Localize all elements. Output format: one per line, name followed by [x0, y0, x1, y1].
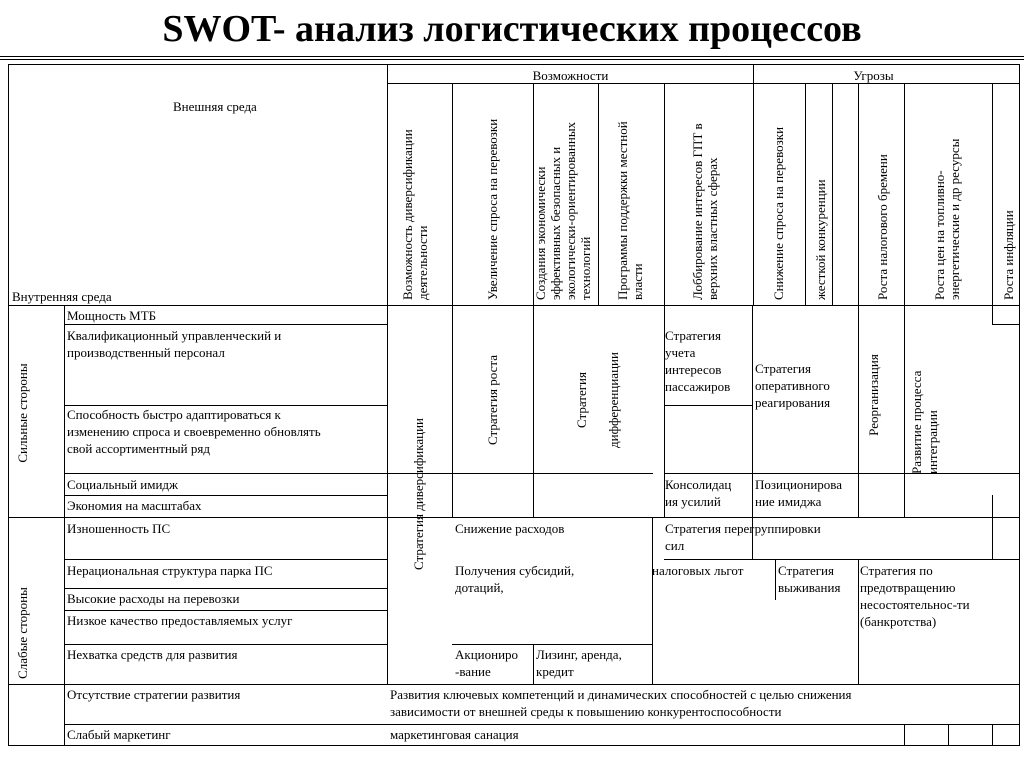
grid-line-v [904, 305, 905, 518]
grid-line-v [948, 724, 949, 746]
title-rule-top [0, 56, 1024, 57]
row-label-social-image: Социальный имидж [67, 477, 179, 492]
grid-line-v [904, 83, 905, 306]
strategy-operational: Стратегия оперативного реагирования [755, 361, 831, 410]
grid-line-h [8, 64, 1020, 65]
grid-line-h [64, 588, 388, 589]
col-header-green-tech: Создания экономически эффективных безопасных и экологически-ориентированных технологий [533, 121, 593, 300]
strategy-diversification: Стратегия диверсификации [411, 418, 426, 571]
col-header-lobbying: Лоббирование интересов ГПТ в верхних властных сферах [690, 123, 720, 300]
strategy-bankruptcy-prevention: Стратегия по предотвращению несостоятельнос-ти (банкротства) [860, 563, 970, 629]
grid-line-v [387, 64, 388, 685]
row-label-personnel: Квалификационный управленческий и производственный персонал [67, 328, 282, 360]
grid-line-v [904, 724, 905, 746]
strategy-leasing: Лизинг, аренда, кредит [536, 647, 622, 679]
grid-line-h [664, 559, 1020, 560]
threats-header: Угрозы [853, 68, 894, 83]
grid-line-v [753, 64, 754, 306]
strategy-growth: Стратегия роста [485, 355, 500, 445]
grid-line-h [8, 517, 1020, 518]
internal-environment-label: Внутренняя среда [12, 289, 112, 304]
grid-line-v [533, 305, 534, 518]
col-header-local-support: Программы поддержки местной власти [615, 121, 645, 300]
strategy-subsidies: Получения субсидий, дотаций, [455, 563, 575, 595]
grid-line-h [387, 724, 1020, 725]
row-label-high-costs: Высокие расходы на перевозки [67, 591, 240, 606]
col-header-demand-growth: Увеличение спроса на перевозки [485, 118, 500, 300]
grid-line-v [858, 305, 859, 518]
grid-line-v [992, 495, 993, 560]
grid-line-h [8, 305, 1020, 306]
strategy-competencies: Развития ключевых компетенций и динамических способностей с целью снижения зависимости от внешней среды к повышению конкурентоспособности [390, 687, 852, 719]
row-label-no-strategy: Отсутствие стратегии развития [67, 687, 241, 702]
strengths-label: Сильные стороны [15, 363, 30, 463]
grid-line-v [64, 305, 65, 746]
grid-line-v [664, 83, 665, 306]
row-label-fleet-structure: Нерациональная структура парка ПС [67, 563, 273, 578]
grid-line-v [992, 83, 993, 306]
grid-line-v [652, 517, 653, 685]
row-label-scale-economy: Экономия на масштабах [67, 498, 202, 513]
grid-line-v [805, 83, 806, 306]
col-header-tax-burden: Роста налогового бремени [875, 154, 890, 300]
grid-line-h [664, 405, 753, 406]
grid-line-h [8, 745, 1020, 746]
grid-line-v [452, 83, 453, 306]
grid-line-v [858, 83, 859, 306]
title-rule-bottom [0, 59, 1024, 60]
strategy-reorganization: Реорганизация [866, 354, 881, 436]
col-header-inflation: Роста инфляции [1001, 210, 1016, 300]
col-header-competition: жесткой конкуренции [813, 179, 828, 300]
strategy-positioning: Позиционирова ние имиджа [755, 477, 843, 509]
grid-line-h [64, 724, 388, 725]
grid-line-h [452, 644, 653, 645]
page-title: SWOT- анализ логистических процессов [162, 8, 862, 50]
row-label-wear: Изношенность ПС [67, 521, 171, 536]
strategy-survival: Стратегия выживания [778, 563, 841, 595]
strategy-marketing-sanation: маркетинговая санация [390, 727, 519, 742]
strategy-shares: Акциониро -вание [455, 647, 519, 679]
col-header-fuel-prices: Роста цен на топливно- энергетические и др ресурсы [932, 138, 962, 300]
row-label-weak-marketing: Слабый маркетинг [67, 727, 171, 742]
grid-line-h [664, 473, 1020, 474]
strategy-regroup: Стратегия перегруппировки сил [665, 521, 821, 553]
grid-line-v [832, 83, 833, 306]
strategy-integration: Развитие процесса интеграции [909, 370, 940, 474]
strategy-passenger: Стратегия учета интересов пассажиров [665, 328, 731, 394]
grid-line-v [858, 559, 859, 685]
grid-line-v [992, 724, 993, 746]
row-label-low-quality: Низкое качество предоставляемых услуг [67, 613, 293, 628]
grid-line-h [64, 644, 388, 645]
row-label-lack-funds: Нехватка средств для развития [67, 647, 238, 662]
weaknesses-label: Слабые стороны [15, 587, 30, 679]
strategy-cost-cut: Снижение расходов [455, 521, 565, 536]
grid-line-h [64, 559, 388, 560]
grid-line-v [8, 64, 9, 746]
grid-line-h [64, 473, 653, 474]
grid-line-v [992, 305, 993, 325]
grid-line-h [8, 684, 1020, 685]
grid-line-v [533, 644, 534, 685]
grid-line-v [598, 83, 599, 306]
grid-line-v [775, 559, 776, 600]
grid-line-h [64, 610, 388, 611]
row-label-mtb: Мощность МТБ [67, 308, 157, 323]
grid-line-h [992, 324, 1020, 325]
grid-line-h [64, 324, 388, 325]
strategy-consolidation: Консолидац ия усилий [665, 477, 732, 509]
col-header-demand-decline: Снижение спроса на перевозки [771, 126, 786, 300]
strategy-differentiation: Стратегия дифференциации [574, 352, 621, 448]
external-environment-label: Внешняя среда [173, 99, 257, 114]
grid-line-h [64, 495, 388, 496]
row-label-adaptability: Способность быстро адаптироваться к изменению спроса и своевременно обновлять свой ассортиментный ряд [67, 407, 321, 456]
opportunities-header: Возможности [532, 68, 609, 83]
col-header-diversification: Возможность диверсификации деятельности [400, 129, 430, 300]
grid-line-v [452, 305, 453, 518]
strategy-tax-benefits: налоговых льгот [652, 563, 744, 578]
grid-line-v [1019, 64, 1020, 746]
